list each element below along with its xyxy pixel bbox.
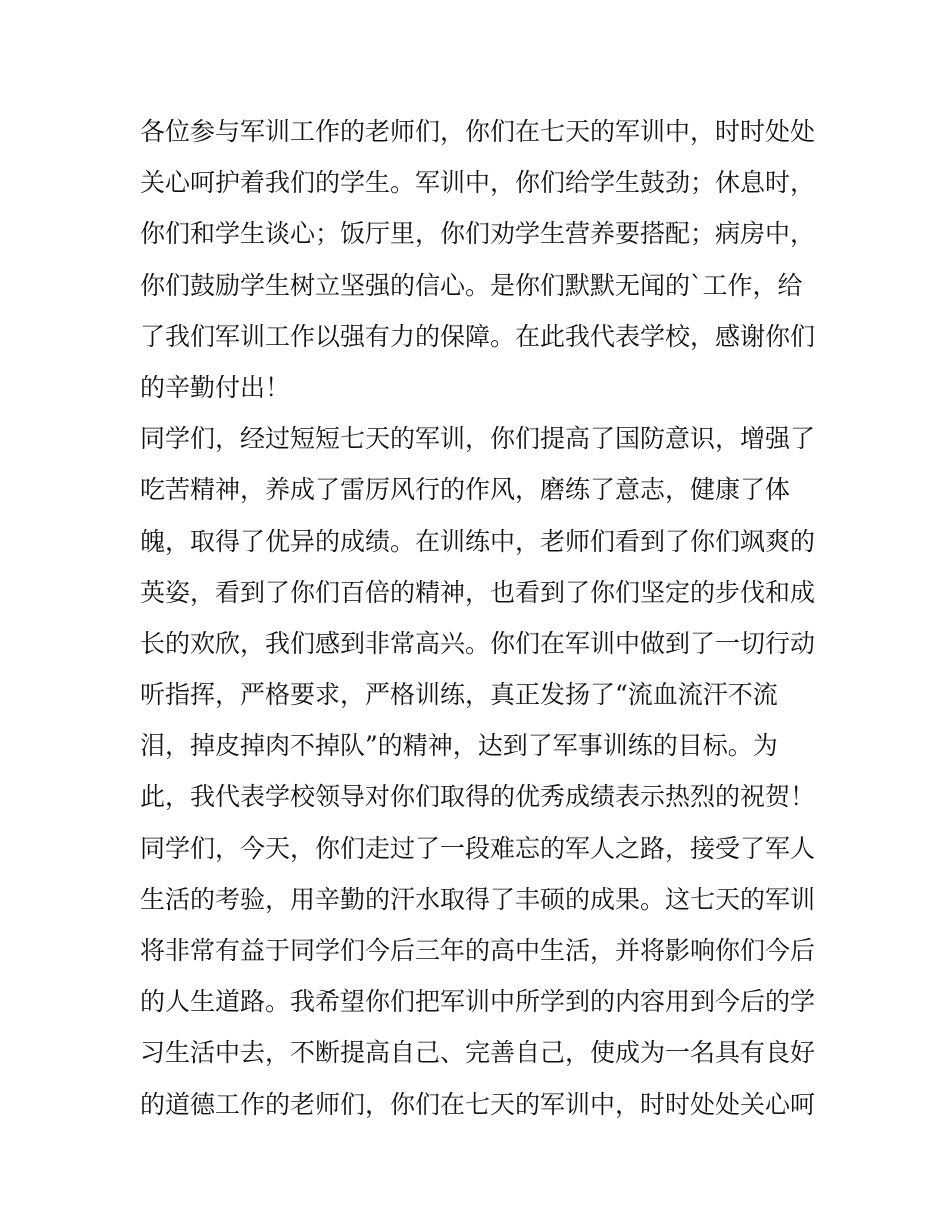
text-line: 的辛勤付出！	[140, 372, 291, 402]
text-line: 泪，掉皮掉肉不掉队”的精神，达到了军事训练的目标。为	[140, 731, 778, 761]
text-line: 生活的考验，用辛勤的汗水取得了丰硕的成果。这七天的军训	[140, 884, 816, 914]
text-line: 同学们，今天，你们走过了一段难忘的军人之路，接受了军人	[140, 833, 816, 863]
text-line: 了我们军训工作以强有力的保障。在此我代表学校，感谢你们	[140, 321, 816, 351]
text-line: 同学们，经过短短七天的军训，你们提高了国防意识，增强了	[140, 424, 816, 454]
text-line: 吃苦精神，养成了雷厉风行的作风，磨练了意志，健康了体	[140, 475, 791, 505]
text-line: 英姿，看到了你们百倍的精神，也看到了你们坚定的步伐和成	[140, 577, 816, 607]
text-line: 你们鼓励学生树立坚强的信心。是你们默默无闻的`工作，给	[140, 270, 803, 300]
text-line: 的人生道路。我希望你们把军训中所学到的内容用到今后的学	[140, 987, 816, 1017]
text-line: 魄，取得了优异的成绩。在训练中，老师们看到了你们飒爽的	[140, 526, 816, 556]
document-body	[140, 106, 820, 1130]
text-line: 长的欢欣，我们感到非常高兴。你们在军训中做到了一切行动	[140, 628, 816, 658]
text-line: 你们和学生谈心；饭厅里，你们劝学生营养要搭配；病房中，	[140, 219, 816, 249]
text-line: 的道德工作的老师们，你们在七天的军训中，时时处处关心呵	[140, 1089, 816, 1119]
text-line: 听指挥，严格要求，严格训练，真正发扬了“流血流汗不流	[140, 680, 778, 710]
text-line: 习生活中去，不断提高自己、完善自己，使成为一名具有良好	[140, 1038, 816, 1068]
text-line: 此，我代表学校领导对你们取得的优秀成绩表示热烈的祝贺！	[140, 782, 816, 812]
text-line: 将非常有益于同学们今后三年的高中生活，并将影响你们今后	[140, 936, 816, 965]
text-line: 关心呵护着我们的学生。军训中，你们给学生鼓劲；休息时，	[140, 168, 816, 198]
text-line: 各位参与军训工作的老师们，你们在七天的军训中，时时处处	[140, 117, 816, 146]
